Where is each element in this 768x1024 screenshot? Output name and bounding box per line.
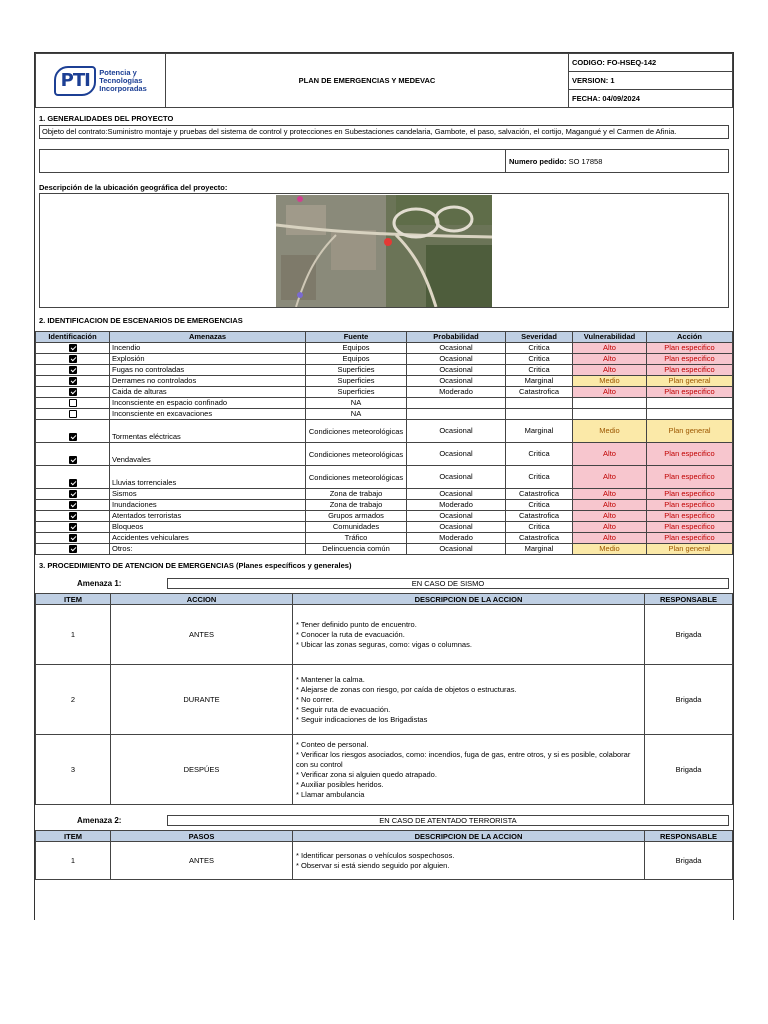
fuente-cell: NA: [306, 398, 407, 409]
severidad-cell: Marginal: [506, 544, 573, 555]
accion-cell: ANTES: [111, 605, 293, 665]
accion-cell: Plan especifico: [647, 511, 733, 522]
probabilidad-cell: [407, 409, 506, 420]
scenario-row: [36, 522, 733, 533]
fuente-cell: Equipos: [306, 343, 407, 354]
header-table: [35, 53, 733, 108]
description-line: * Tener definido punto de encuentro.: [296, 619, 417, 629]
fuente-cell: Superficies: [306, 365, 407, 376]
probabilidad-cell: Ocasional: [407, 511, 506, 522]
accion-cell: Plan especifico: [647, 443, 733, 466]
amenaza-cell: Caida de alturas: [110, 387, 306, 398]
section2-title: 2. IDENTIFICACION DE ESCENARIOS DE EMERGENCIAS: [39, 316, 243, 325]
severidad-cell: [506, 409, 573, 420]
identificacion-cell: [36, 387, 110, 398]
severidad-cell: Catastrofica: [506, 511, 573, 522]
responsable-cell: Brigada: [645, 665, 733, 735]
description-line: * Conteo de personal.: [296, 739, 369, 749]
procedure-row: [36, 605, 733, 665]
checkbox-icon[interactable]: [69, 456, 77, 464]
accion-cell: Plan especifico: [647, 500, 733, 511]
accion-cell: [647, 398, 733, 409]
amenaza-cell: Atentados terroristas: [110, 511, 306, 522]
fuente-cell: Equipos: [306, 354, 407, 365]
identificacion-cell: [36, 376, 110, 387]
amenaza-cell: Incendio: [110, 343, 306, 354]
fuente-cell: NA: [306, 409, 407, 420]
probabilidad-cell: Ocasional: [407, 489, 506, 500]
responsable-cell: Brigada: [645, 842, 733, 880]
description-line: * Auxiliar posibles heridos.: [296, 779, 384, 789]
col-identificacion: Identificación: [36, 332, 110, 343]
scenario-row: [36, 533, 733, 544]
fuente-cell: Condiciones meteorológicas: [306, 466, 407, 489]
checkbox-icon[interactable]: [69, 490, 77, 498]
description-line: * No correr.: [296, 694, 334, 704]
procedure-row: [36, 735, 733, 805]
description-line: * Verificar los riesgos asociados, como: incendios, fuga de gas, entre otros, y si es posible, colaborar con su control: [296, 749, 631, 769]
fuente-cell: Zona de trabajo: [306, 489, 407, 500]
description-line: * Mantener la calma.: [296, 674, 365, 684]
procedure-row: [36, 665, 733, 735]
amenaza-cell: Sismos: [110, 489, 306, 500]
scenario-row: [36, 387, 733, 398]
description-line: * Conocer la ruta de evacuación.: [296, 629, 405, 639]
scenarios-table: [35, 331, 733, 555]
amenaza-cell: Accidentes vehiculares: [110, 533, 306, 544]
accion-cell: [647, 409, 733, 420]
amenaza-cell: Bloqueos: [110, 522, 306, 533]
fuente-cell: Superficies: [306, 387, 407, 398]
procedure-row: [36, 842, 733, 880]
accion-cell: Plan especifico: [647, 387, 733, 398]
amenaza-cell: Derrames no controlados: [110, 376, 306, 387]
a2-col-descripcion: DESCRIPCION DE LA ACCION: [293, 831, 645, 842]
identificacion-cell: [36, 466, 110, 489]
amenaza1-table: [35, 593, 733, 805]
checkbox-icon[interactable]: [69, 433, 77, 441]
scenario-row: [36, 343, 733, 354]
probabilidad-cell: Moderado: [407, 387, 506, 398]
description-line: * Verificar zona si alguien quedo atrapado.: [296, 769, 437, 779]
accion-cell: Plan especifico: [647, 365, 733, 376]
description-line: * Observar si está siendo seguido por alguien.: [296, 860, 450, 870]
checkbox-icon[interactable]: [69, 377, 77, 385]
amenaza1-body: [36, 605, 733, 805]
amenaza2-body: [36, 842, 733, 880]
pedido-label: Numero pedido:: [509, 156, 567, 166]
section1-title: 1. GENERALIDADES DEL PROYECTO: [39, 114, 174, 123]
description-line: * Seguir indicaciones de los Brigadistas: [296, 714, 428, 724]
codigo: CODIGO: FO-HSEQ-142: [569, 54, 733, 72]
amenaza-cell: Fugas no controladas: [110, 365, 306, 376]
checkbox-icon[interactable]: [69, 501, 77, 509]
description-line: * Seguir ruta de evacuación.: [296, 704, 391, 714]
accion-cell: Plan especifico: [647, 489, 733, 500]
amenaza1-row: [39, 578, 729, 589]
col-probabilidad: Probabilidad: [407, 332, 506, 343]
checkbox-icon[interactable]: [69, 479, 77, 487]
accion-cell: Plan general: [647, 376, 733, 387]
vulnerabilidad-cell: Alto: [573, 466, 647, 489]
amenaza-cell: Inundaciones: [110, 500, 306, 511]
vulnerabilidad-cell: Medio: [573, 420, 647, 443]
fecha: FECHA: 04/09/2024: [569, 90, 733, 108]
vulnerabilidad-cell: Alto: [573, 500, 647, 511]
scenario-row: [36, 443, 733, 466]
vulnerabilidad-cell: Alto: [573, 365, 647, 376]
identificacion-cell: [36, 544, 110, 555]
description-line: * Alejarse de zonas con riesgo, por caída de objetos o estructuras.: [296, 684, 517, 694]
description-line: * Ubicar las zonas seguras, como: vigas o columnas.: [296, 639, 472, 649]
description-cell: [293, 665, 645, 735]
col-severidad: Severidad: [506, 332, 573, 343]
vulnerabilidad-cell: Alto: [573, 489, 647, 500]
amenaza-cell: Otros:: [110, 544, 306, 555]
identificacion-cell: [36, 354, 110, 365]
checkbox-icon[interactable]: [69, 355, 77, 363]
probabilidad-cell: Ocasional: [407, 365, 506, 376]
vulnerabilidad-cell: [573, 398, 647, 409]
map-box: [39, 193, 729, 308]
severidad-cell: Critica: [506, 522, 573, 533]
identificacion-cell: [36, 500, 110, 511]
vulnerabilidad-cell: Alto: [573, 522, 647, 533]
col-vulnerabilidad: Vulnerabilidad: [573, 332, 647, 343]
a1-col-descripcion: DESCRIPCION DE LA ACCION: [293, 594, 645, 605]
checkbox-icon[interactable]: [69, 344, 77, 352]
vulnerabilidad-cell: Alto: [573, 511, 647, 522]
logo-cell: [36, 54, 166, 108]
probabilidad-cell: [407, 398, 506, 409]
severidad-cell: Marginal: [506, 376, 573, 387]
scenario-row: [36, 511, 733, 522]
probabilidad-cell: Ocasional: [407, 522, 506, 533]
pedido-row: [39, 149, 729, 173]
checkbox-icon[interactable]: [69, 545, 77, 553]
probabilidad-cell: Ocasional: [407, 443, 506, 466]
item-cell: 1: [36, 605, 111, 665]
checkbox-icon[interactable]: [69, 399, 77, 407]
checkbox-icon[interactable]: [69, 512, 77, 520]
a1-col-item: ITEM: [36, 594, 111, 605]
accion-cell: DURANTE: [111, 665, 293, 735]
probabilidad-cell: Ocasional: [407, 354, 506, 365]
severidad-cell: Critica: [506, 443, 573, 466]
amenaza2-table: [35, 830, 733, 880]
checkbox-icon[interactable]: [69, 410, 77, 418]
scenario-row: [36, 409, 733, 420]
logo-text: Potencia y Tecnologías Incorporadas: [99, 67, 147, 93]
probabilidad-cell: Ocasional: [407, 544, 506, 555]
identificacion-cell: [36, 398, 110, 409]
description-line: * Llamar ambulancia: [296, 789, 365, 799]
checkbox-icon[interactable]: [69, 523, 77, 531]
identificacion-cell: [36, 343, 110, 354]
amenaza-cell: Inconsciente en excavaciones: [110, 409, 306, 420]
objeto-contrato: Objeto del contrato:Suministro montaje y pruebas del sistema de control y protecciones en Subestaciones candelaria, Gambote, el paso, salvación, el cortijo, Magangué y el Carmen de Afinia.: [39, 125, 729, 139]
pti-logo-icon: PTI: [54, 66, 96, 96]
accion-cell: Plan especifico: [647, 343, 733, 354]
vulnerabilidad-cell: Alto: [573, 443, 647, 466]
scenario-row: [36, 420, 733, 443]
probabilidad-cell: Ocasional: [407, 466, 506, 489]
col-accion: Acción: [647, 332, 733, 343]
fuente-cell: Comunidades: [306, 522, 407, 533]
checkbox-icon[interactable]: [69, 388, 77, 396]
a2-col-responsable: RESPONSABLE: [645, 831, 733, 842]
accion-cell: Plan especifico: [647, 354, 733, 365]
identificacion-cell: [36, 511, 110, 522]
pedido-value: SO 17858: [568, 156, 603, 166]
document-page: [34, 52, 734, 920]
col-fuente: Fuente: [306, 332, 407, 343]
severidad-cell: Marginal: [506, 420, 573, 443]
a2-col-pasos: PASOS: [111, 831, 293, 842]
scenario-row: [36, 544, 733, 555]
vulnerabilidad-cell: Alto: [573, 354, 647, 365]
vulnerabilidad-cell: Alto: [573, 343, 647, 354]
amenaza-cell: Tormentas eléctricas: [110, 420, 306, 443]
document-title: PLAN DE EMERGENCIAS Y MEDEVAC: [166, 54, 569, 108]
identificacion-cell: [36, 443, 110, 466]
probabilidad-cell: Ocasional: [407, 420, 506, 443]
severidad-cell: Critica: [506, 365, 573, 376]
col-amenazas: Amenazas: [110, 332, 306, 343]
scenario-row: [36, 376, 733, 387]
item-cell: 2: [36, 665, 111, 735]
scenario-row: [36, 489, 733, 500]
checkbox-icon[interactable]: [69, 366, 77, 374]
a1-col-accion: ACCION: [111, 594, 293, 605]
accion-cell: Plan especifico: [647, 533, 733, 544]
checkbox-icon[interactable]: [69, 534, 77, 542]
probabilidad-cell: Moderado: [407, 500, 506, 511]
fuente-cell: Zona de trabajo: [306, 500, 407, 511]
severidad-cell: Critica: [506, 343, 573, 354]
amenaza-cell: Inconsciente en espacio confinado: [110, 398, 306, 409]
identificacion-cell: [36, 409, 110, 420]
accion-cell: Plan especifico: [647, 522, 733, 533]
probabilidad-cell: Ocasional: [407, 376, 506, 387]
version: VERSION: 1: [569, 72, 733, 90]
vulnerabilidad-cell: Alto: [573, 387, 647, 398]
severidad-cell: Critica: [506, 466, 573, 489]
identificacion-cell: [36, 522, 110, 533]
fuente-cell: Delincuencia común: [306, 544, 407, 555]
identificacion-cell: [36, 489, 110, 500]
accion-cell: Plan general: [647, 544, 733, 555]
accion-cell: ANTES: [111, 842, 293, 880]
scenario-row: [36, 466, 733, 489]
vulnerabilidad-cell: Alto: [573, 533, 647, 544]
fuente-cell: Condiciones meteorológicas: [306, 420, 407, 443]
identificacion-cell: [36, 533, 110, 544]
scenario-row: [36, 365, 733, 376]
probabilidad-cell: Moderado: [407, 533, 506, 544]
probabilidad-cell: Ocasional: [407, 343, 506, 354]
description-cell: [293, 735, 645, 805]
fuente-cell: Tráfico: [306, 533, 407, 544]
amenaza2-value: EN CASO DE ATENTADO TERRORISTA: [167, 815, 729, 826]
accion-cell: Plan general: [647, 420, 733, 443]
item-cell: 3: [36, 735, 111, 805]
vulnerabilidad-cell: [573, 409, 647, 420]
vulnerabilidad-cell: Medio: [573, 544, 647, 555]
section3-title: 3. PROCEDIMIENTO DE ATENCION DE EMERGENCIAS (Planes específicos y generales): [39, 561, 352, 570]
fuente-cell: Grupos armados: [306, 511, 407, 522]
severidad-cell: Critica: [506, 354, 573, 365]
item-cell: 1: [36, 842, 111, 880]
scenario-row: [36, 500, 733, 511]
vulnerabilidad-cell: Medio: [573, 376, 647, 387]
severidad-cell: [506, 398, 573, 409]
amenaza-cell: Lluvias torrenciales: [110, 466, 306, 489]
amenaza2-label: Amenaza 2:: [77, 816, 122, 825]
fuente-cell: Superficies: [306, 376, 407, 387]
severidad-cell: Catastrofica: [506, 489, 573, 500]
description-cell: [293, 842, 645, 880]
scenario-row: [36, 398, 733, 409]
map-graphic: [276, 195, 492, 307]
ubicacion-label: Descripción de la ubicación geográfica del proyecto:: [39, 183, 228, 192]
responsable-cell: Brigada: [645, 605, 733, 665]
a1-col-responsable: RESPONSABLE: [645, 594, 733, 605]
severidad-cell: Critica: [506, 500, 573, 511]
a2-col-item: ITEM: [36, 831, 111, 842]
description-cell: [293, 605, 645, 665]
amenaza2-row: [39, 815, 729, 826]
accion-cell: Plan especifico: [647, 466, 733, 489]
responsable-cell: Brigada: [645, 735, 733, 805]
amenaza1-value: EN CASO DE SISMO: [167, 578, 729, 589]
accion-cell: DESPÚES: [111, 735, 293, 805]
severidad-cell: Catastrofica: [506, 533, 573, 544]
severidad-cell: Catastrofica: [506, 387, 573, 398]
identificacion-cell: [36, 365, 110, 376]
scenario-row: [36, 354, 733, 365]
satellite-map-image: [276, 195, 492, 307]
identificacion-cell: [36, 420, 110, 443]
amenaza1-label: Amenaza 1:: [77, 579, 122, 588]
description-line: * Identificar personas o vehículos sospechosos.: [296, 850, 455, 860]
amenaza-cell: Vendavales: [110, 443, 306, 466]
scenarios-body: [36, 343, 733, 555]
amenaza-cell: Explosión: [110, 354, 306, 365]
fuente-cell: Condiciones meteorológicas: [306, 443, 407, 466]
